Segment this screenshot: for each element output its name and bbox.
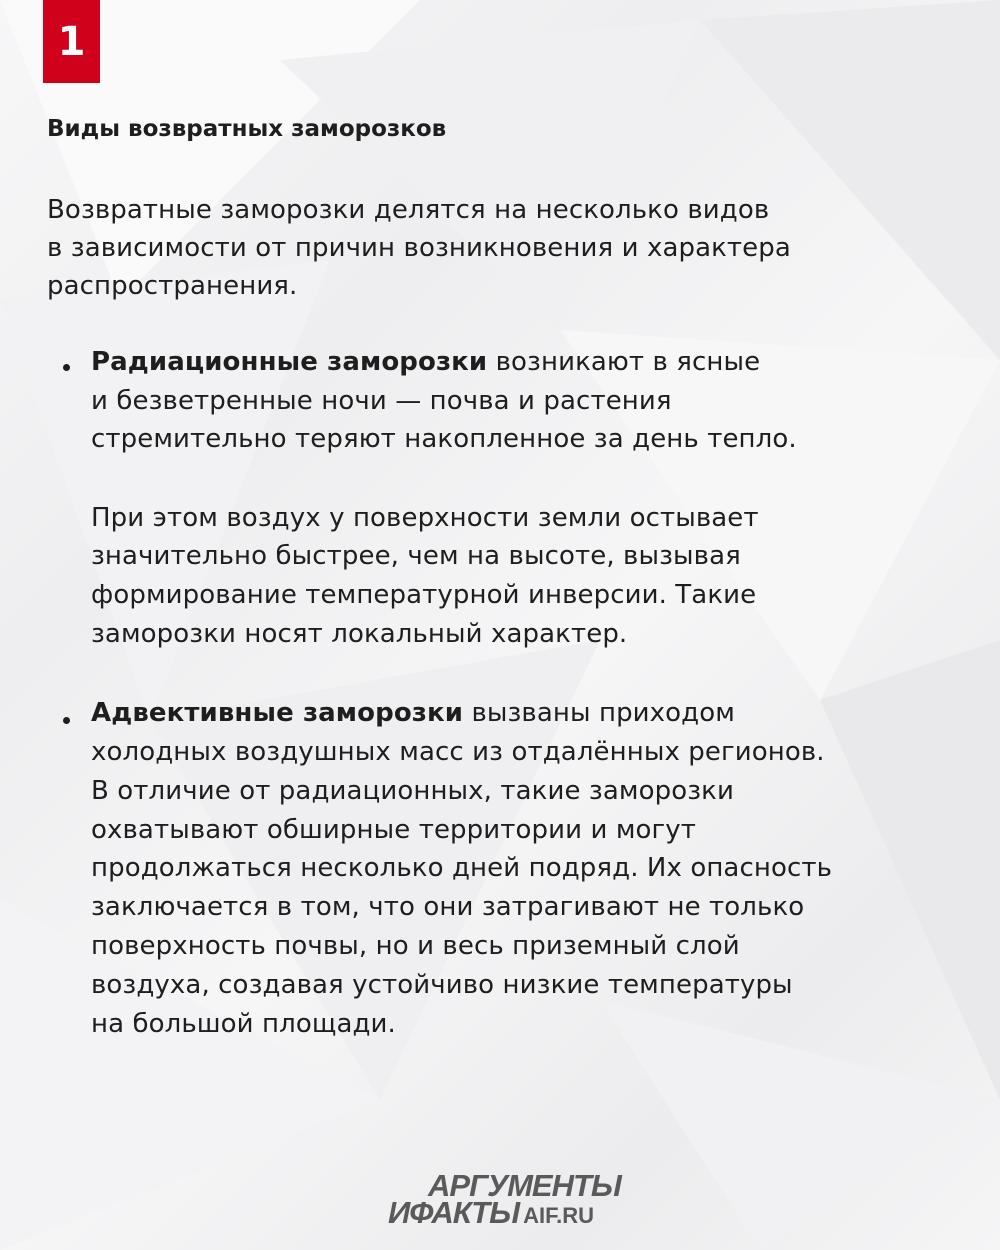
bullet-first-line bbox=[91, 698, 735, 728]
bullet-text: возникают в ясные bbox=[487, 347, 761, 377]
bullet-term: Радиационные заморозки bbox=[91, 347, 488, 377]
aif-logo bbox=[388, 1168, 621, 1230]
bullet-line: холодных воздушных масс из отдалённых регионов. bbox=[91, 737, 825, 767]
intro-line: Возвратные заморозки делятся на несколько видов bbox=[47, 195, 770, 225]
bullet-line: стремительно теряют накопленное за день тепло. bbox=[91, 424, 797, 454]
heading: Виды возвратных заморозков bbox=[47, 116, 447, 142]
bullet-line: продолжаться несколько дней подряд. Их опасность bbox=[91, 853, 833, 883]
bullet-first-line bbox=[91, 347, 760, 377]
bullet-line: охватывают обширные территории и могут bbox=[91, 815, 697, 845]
bullet-line: заключается в том, что они затрагивают не только bbox=[91, 892, 805, 922]
bullet-term: Адвективные заморозки bbox=[91, 698, 464, 728]
logo-line2: ИФАКТЫ bbox=[388, 1195, 520, 1230]
bullet-line: При этом воздух у поверхности земли остывает bbox=[91, 503, 759, 533]
bullet-line: воздуха, создавая устойчиво низкие температуры bbox=[91, 970, 793, 1000]
bullet-text: вызваны приходом bbox=[463, 698, 735, 728]
bullet-line: значительно быстрее, чем на высоте, вызывая bbox=[91, 541, 741, 571]
slide-number-badge: 1 bbox=[43, 0, 100, 83]
bullet-line: поверхность почвы, но и весь приземный слой bbox=[91, 931, 740, 961]
bullet-line: В отличие от радиационных, такие заморозки bbox=[91, 776, 734, 806]
bullet-icon bbox=[63, 717, 70, 724]
bullet-line: заморозки носят локальный характер. bbox=[91, 619, 628, 649]
intro-line: в зависимости от причин возникновения и характера bbox=[47, 233, 791, 263]
bullet-line: формирование температурной инверсии. Такие bbox=[91, 580, 757, 610]
bullet-line: на большой площади. bbox=[91, 1009, 396, 1039]
logo-line1: АРГУМЕНТЫ bbox=[428, 1168, 621, 1203]
bullet-icon bbox=[63, 364, 70, 371]
bullet-line: и безветренные ночи — почва и растения bbox=[91, 386, 672, 416]
intro-line: распространения. bbox=[47, 271, 298, 301]
logo-site: AIF.RU bbox=[523, 1203, 594, 1228]
